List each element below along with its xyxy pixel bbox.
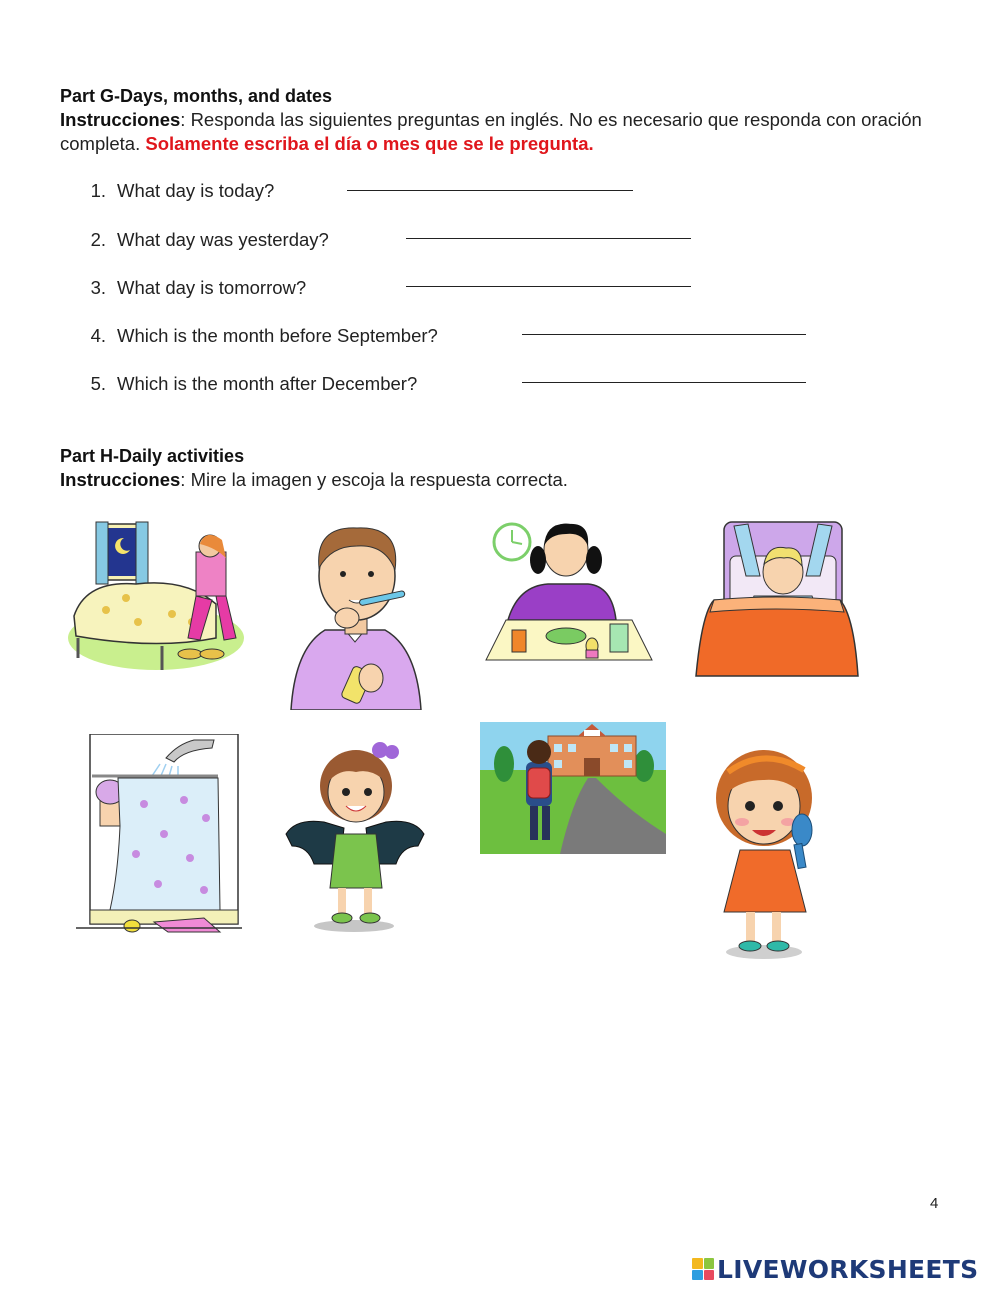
page-number: 4 [930,1195,939,1212]
question-number: 5. [90,373,106,394]
question-text: What day was yesterday? [117,229,329,250]
liveworksheets-icon [692,1258,714,1280]
part-g-title: Part G-Days, months, and dates [60,86,333,106]
question-text: Which is the month after December? [117,373,418,394]
instructions-highlight: Solamente escriba el día o mes que se le pregunta. [145,133,594,154]
answer-line-2[interactable] [406,238,691,239]
question-number: 3. [90,277,106,298]
brand-name: LIVEWORKSHEETS [717,1254,979,1284]
answer-line-5[interactable] [522,382,806,383]
instructions-label: Instrucciones [60,109,181,130]
getting-dressed-picture [284,738,426,934]
question-text: What day is today? [117,180,275,201]
part-h-instructions [60,468,940,492]
part-g-instructions [60,108,940,156]
question-number: 2. [90,229,106,250]
waking-up-picture [694,516,860,684]
eating-breakfast-picture [484,520,654,670]
brushing-hair-picture [706,742,826,964]
answer-line-3[interactable] [406,286,691,287]
making-bed-picture [66,518,246,678]
instructions-text: : Responda las siguientes preguntas en inglés. No es necesario que responda con oración completa. [60,109,922,154]
question-number: 4. [90,325,106,346]
going-to-school-picture [480,722,666,854]
question-text: What day is tomorrow? [117,277,307,298]
instructions-label: Instrucciones [60,469,181,490]
instructions-text: : Mire la imagen y escoja la respuesta correcta. [180,469,568,490]
answer-line-1[interactable] [347,190,633,191]
question-text: Which is the month before September? [117,325,438,346]
question-number: 1. [90,180,106,201]
brushing-teeth-picture [285,518,425,710]
part-h-title: Part H-Daily activities [60,446,245,466]
taking-shower-picture [74,734,244,934]
liveworksheets-logo[interactable] [692,1254,978,1284]
answer-line-4[interactable] [522,334,806,335]
